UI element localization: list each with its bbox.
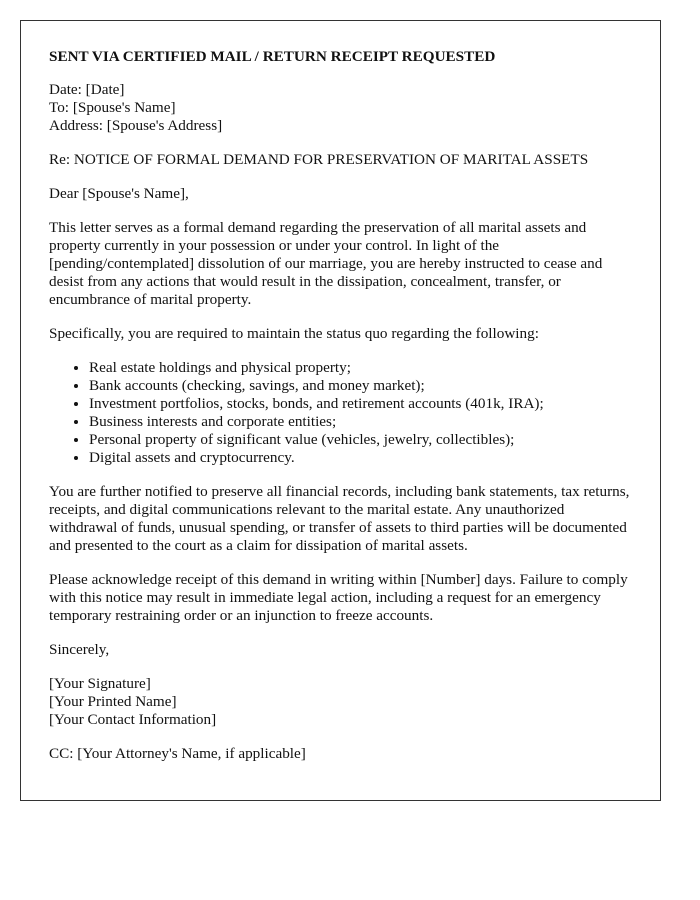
subject-line: Re: NOTICE OF FORMAL DEMAND FOR PRESERVATION OF MARITAL ASSETS	[49, 151, 589, 168]
list-item: • Personal property of significant value (vehicles, jewelry, collectibles);	[89, 431, 632, 449]
contact-line: [Your Contact Information]	[49, 711, 217, 728]
list-item: • Real estate holdings and physical property;	[89, 359, 632, 377]
list-item: • Investment portfolios, stocks, bonds, and retirement accounts (401k, IRA);	[89, 395, 632, 413]
address-line: Address: [Spouse's Address]	[49, 117, 223, 134]
signature-block	[49, 675, 632, 729]
list-item: • Business interests and corporate entities;	[89, 413, 632, 431]
letter-meta-block	[49, 81, 632, 135]
letter-document	[20, 20, 661, 801]
body-paragraph-acknowledge: Please acknowledge receipt of this demand in writing within [Number] days. Failure to comply with this notice may result in immediate legal action, including a request for an emergency temporary restraining order or an injunction to freeze accounts.	[49, 571, 628, 624]
cc-line: CC: [Your Attorney's Name, if applicable]	[49, 745, 306, 762]
body-paragraph-status-quo: Specifically, you are required to maintain the status quo regarding the following:	[49, 325, 539, 342]
date-line: Date: [Date]	[49, 81, 125, 98]
recipient-line: To: [Spouse's Name]	[49, 99, 176, 116]
body-paragraph-intro: This letter serves as a formal demand regarding the preservation of all marital assets and property currently in your possession or under your control. In light of the [pending/contemplated] dissolution of our marriage, you are hereby instructed to cease and desist from any actions that would result in the dissipation, concealment, transfer, or encumbrance of marital property.	[49, 219, 603, 308]
body-paragraph-records: You are further notified to preserve all financial records, including bank statements, tax returns, receipts, and digital communications relevant to the marital estate. Any unauthorized withdrawal of funds, unusual spending, or transfer of assets to third parties will be documented and presented to the court as a claim for dissipation of marital assets.	[49, 483, 630, 554]
asset-list	[49, 359, 632, 467]
signoff: Sincerely,	[49, 641, 110, 658]
signature-line: [Your Signature]	[49, 675, 151, 692]
list-item: • Bank accounts (checking, savings, and money market);	[89, 377, 632, 395]
printed-name-line: [Your Printed Name]	[49, 693, 177, 710]
salutation: Dear [Spouse's Name],	[49, 185, 189, 202]
list-item: • Digital assets and cryptocurrency.	[89, 449, 632, 467]
letter-heading: SENT VIA CERTIFIED MAIL / RETURN RECEIPT REQUESTED	[49, 48, 496, 65]
